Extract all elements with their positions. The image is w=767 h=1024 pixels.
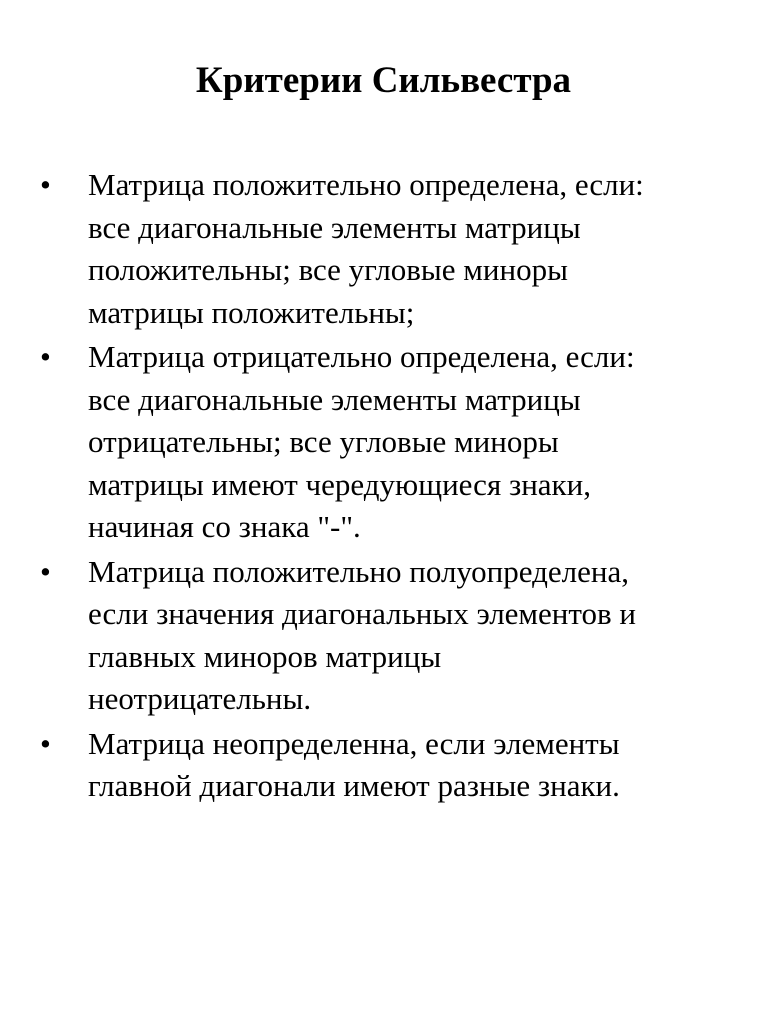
criterion-text-line: все диагональные элементы матрицы xyxy=(88,381,581,417)
criterion-negative-definite xyxy=(0,336,767,549)
criterion-text-line: Матрица положительно определена, если: xyxy=(88,167,644,202)
criterion-text-line: матрицы положительны; xyxy=(88,294,415,330)
bullet-icon: • xyxy=(40,339,51,374)
criterion-positive-semidefinite xyxy=(0,551,767,721)
criterion-text-line: главной диагонали имеют разные знаки. xyxy=(88,768,620,803)
criterion-indefinite xyxy=(0,723,767,808)
bullet-icon: • xyxy=(40,553,51,589)
bullet-icon: • xyxy=(40,167,51,202)
criterion-positive-definite xyxy=(0,164,767,334)
criterion-text-line: матрицы имеют чередующиеся знаки, xyxy=(88,466,591,502)
criterion-text-line: начиная со знака "-". xyxy=(88,509,361,544)
criterion-text-line: главных миноров матрицы xyxy=(88,638,442,674)
criterion-text-line: положительны; все угловые миноры xyxy=(88,252,568,287)
criterion-text-line: если значения диагональных элементов и xyxy=(88,596,637,631)
criterion-text-line: Матрица положительно полуопределена, xyxy=(88,553,629,589)
bullet-icon: • xyxy=(40,725,51,761)
slide-title: Критерии Сильвестра xyxy=(195,60,572,101)
criterion-text-line: Матрица отрицательно определена, если: xyxy=(88,339,635,374)
criterion-text-line: Матрица неопределенна, если элементы xyxy=(88,725,620,761)
criterion-text-line: отрицательны; все угловые миноры xyxy=(88,424,559,459)
criteria-list xyxy=(0,164,767,810)
criterion-text-line: неотрицательны. xyxy=(88,681,312,716)
criterion-text-line: все диагональные элементы матрицы xyxy=(88,209,581,245)
